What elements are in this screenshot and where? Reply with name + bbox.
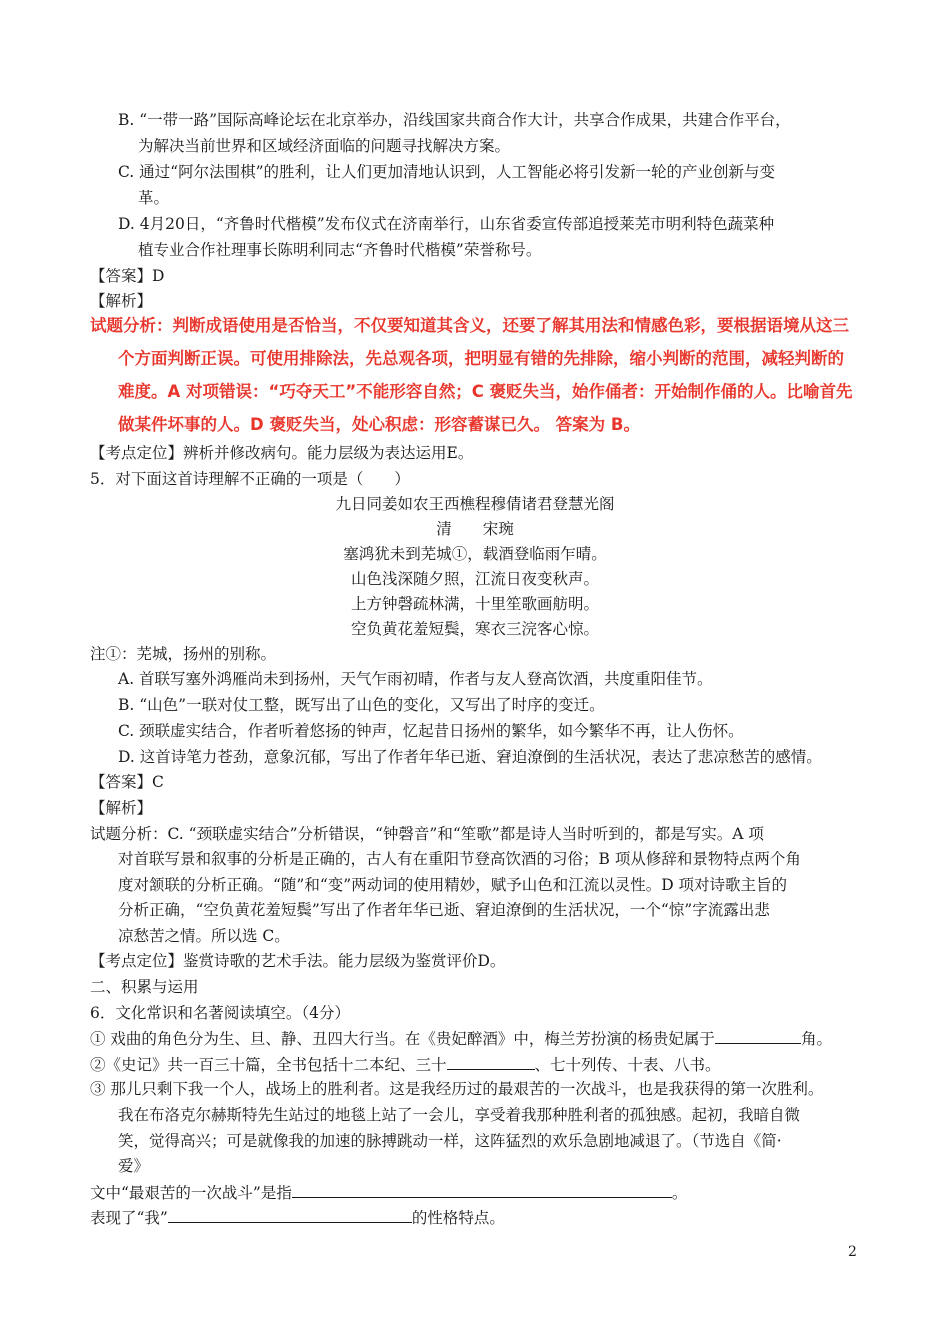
- q6-item-1-text-b: 角。: [800, 1030, 832, 1048]
- q5-answer: 【答案】C: [90, 773, 164, 791]
- q4-analysis-red-line2: 个方面判断正误。可使用排除法，先总观各项，把明显有错的先排除，缩小判断的范围，减轻判断的: [118, 349, 844, 368]
- poem-line-3: 上方钟磬疏林满，十里笙歌画舫明。: [350, 595, 599, 613]
- q4-analysis-red-line1: 试题分析：判断成语使用是否恰当，不仅要知道其含义，还要了解其用法和情感色彩，要根据语境从这三: [90, 316, 849, 335]
- poem-author: 清 宋琬: [436, 520, 514, 538]
- q4-analysis-red-line3: 难度。A 对项错误：“巧夺天工”不能形容自然；C 褒贬失当，始作俑者：开始制作俑的人。比喻首先: [118, 382, 853, 401]
- q6-item-1-text-a: ① 戏曲的角色分为生、旦、静、丑四大行当。在《贵妃醉酒》中，梅兰芳扮演的杨贵妃属于: [90, 1030, 715, 1048]
- q6-item-3-line2: 我在布洛克尔赫斯特先生站过的地毯上站了一会儿，享受着我那种胜利者的孤独感。起初，我暗自微: [118, 1106, 801, 1124]
- q5-analysis-line4: 分析正确，“空负黄花羞短鬓”写出了作者年华已逝、窘迫潦倒的生活状况，一个“惊”字流露出悲: [118, 901, 770, 919]
- answer-blank-4[interactable]: [168, 1205, 412, 1223]
- q4-option-c-line1: C. 通过“阿尔法围棋”的胜利，让人们更加清地认识到，人工智能必将引发新一轮的产业创新与变: [118, 163, 776, 181]
- q6-item-3-line1: ③ 那儿只剩下我一个人，战场上的胜利者。这是我经历过的最艰苦的一次战斗，也是我获得的第一次胜利。: [90, 1080, 824, 1098]
- q6-item-3-line3: 笑，觉得高兴；可是就像我的加速的脉搏跳动一样，这阵猛烈的欢乐急剧地减退了。（节选自《简·: [118, 1132, 782, 1150]
- q4-analysis-label: 【解析】: [90, 292, 153, 310]
- page-number: 2: [848, 1244, 857, 1260]
- poem-line-1: 塞鸿犹未到芜城①，载酒登临雨乍晴。: [343, 545, 607, 563]
- q6-fill-1-text-a: 文中“最艰苦的一次战斗”是指: [90, 1184, 292, 1202]
- poem-note: 注①：芜城，扬州的别称。: [90, 645, 277, 663]
- q6-fill-2: [90, 1205, 505, 1230]
- q5-analysis-line3: 度对颔联的分析正确。“随”和“变”两动词的使用精妙，赋予山色和江流以灵性。D 项对诗歌主旨的: [118, 876, 788, 894]
- q5-analysis-line5: 凉愁苦之情。所以选 C。: [118, 927, 290, 945]
- q4-option-c-line2: 革。: [138, 189, 170, 207]
- q6-item-2: [90, 1052, 721, 1077]
- answer-blank-2[interactable]: [447, 1052, 535, 1070]
- answer-blank-1[interactable]: [715, 1026, 801, 1044]
- q6-item-3-line4: 爱》: [118, 1157, 150, 1175]
- q5-analysis-label: 【解析】: [90, 799, 153, 817]
- q6-item-2-text-a: ②《史记》共一百三十篇，全书包括十二本纪、三十: [90, 1056, 447, 1074]
- q4-answer: 【答案】D: [90, 267, 165, 285]
- q6-fill-2-text-a: 表现了“我”: [90, 1209, 168, 1227]
- q4-option-d-line1: D. 4月20日，“齐鲁时代楷模”发布仪式在济南举行，山东省委宣传部追授莱芜市明利特色蔬菜种: [118, 215, 775, 233]
- q4-option-b-line2: 为解决当前世界和区域经济面临的问题寻找解决方案。: [138, 137, 511, 155]
- q5-option-d: D. 这首诗笔力苍劲，意象沉郁，写出了作者年华已逝、窘迫潦倒的生活状况，表达了悲凉愁苦的感情。: [118, 748, 822, 766]
- q5-analysis-line2: 对首联写景和叙事的分析是正确的，古人有在重阳节登高饮酒的习俗；B 项从修辞和景物特点两个角: [118, 850, 801, 868]
- poem-line-2: 山色浅深随夕照，江流日夜变秋声。: [350, 570, 599, 588]
- answer-blank-3[interactable]: [292, 1180, 672, 1198]
- poem-title: 九日同姜如农王西樵程穆倩诸君登慧光阁: [335, 495, 615, 513]
- q5-analysis-line1: 试题分析：C. “颈联虚实结合”分析错误，“钟磬音”和“笙歌”都是诗人当时听到的，都是写实。A 项: [90, 825, 764, 843]
- q6-fill-2-text-b: 的性格特点。: [411, 1209, 505, 1227]
- q5-option-a: A. 首联写塞外鸿雁尚未到扬州，天气乍雨初晴，作者与友人登高饮酒，共度重阳佳节。: [118, 670, 713, 688]
- q6-fill-1-text-b: 。: [671, 1184, 688, 1202]
- q6-fill-1: [90, 1180, 687, 1205]
- q4-analysis-red-line4: 做某件坏事的人。D 褒贬失当，处心积虑：形容蓄谋已久。 答案为 B。: [118, 415, 641, 434]
- q4-option-b-line1: B. “一带一路”国际高峰论坛在北京举办，沿线国家共商合作大计，共享合作成果，共建合作平台，: [118, 111, 791, 129]
- q6-item-1: [90, 1026, 832, 1051]
- q5-option-b: B. “山色”一联对仗工整，既写出了山色的变化，又写出了时序的变迁。: [118, 696, 605, 714]
- q6-item-2-text-b: 、七十列传、十表、八书。: [534, 1056, 721, 1074]
- section-heading: 二、积累与运用: [90, 978, 199, 996]
- q5-kaodian: 【考点定位】鉴赏诗歌的艺术手法。能力层级为鉴赏评价D。: [90, 952, 506, 970]
- q6-stem: 6．文化常识和名著阅读填空。（4分）: [90, 1004, 350, 1022]
- q4-kaodian: 【考点定位】辨析并修改病句。能力层级为表达运用E。: [90, 444, 474, 462]
- q5-option-c: C. 颈联虚实结合，作者听着悠扬的钟声，忆起昔日扬州的繁华，如今繁华不再，让人伤怀。: [118, 722, 744, 740]
- q4-option-d-line2: 植专业合作社理事长陈明利同志“齐鲁时代楷模”荣誉称号。: [138, 241, 542, 259]
- poem-line-4: 空负黄花羞短鬓，寒衣三浣客心惊。: [350, 620, 599, 638]
- q5-stem: 5．对下面这首诗理解不正确的一项是（ ）: [90, 470, 410, 488]
